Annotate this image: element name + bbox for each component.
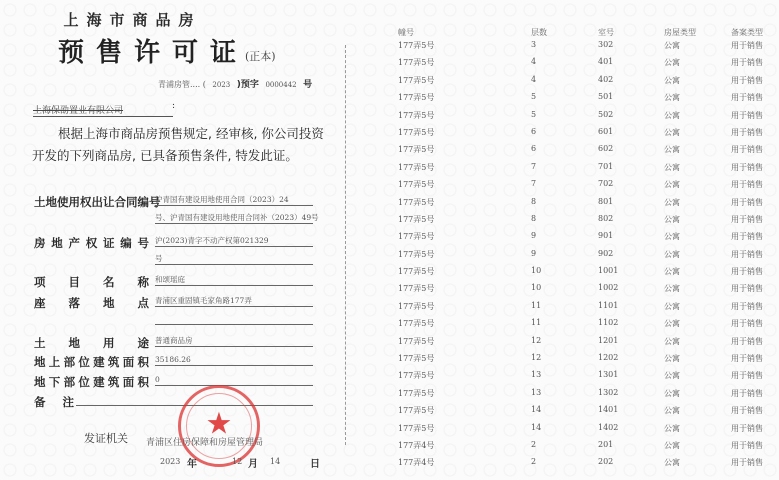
issue-day: 14 [270, 457, 281, 466]
land-use-value: 普通商品房 [155, 335, 313, 347]
cell-room: 1001 [598, 266, 619, 276]
permit-year-open: ( [202, 80, 206, 89]
table-row [398, 266, 768, 283]
cell-floor: 2 [531, 457, 537, 467]
table-row [398, 370, 768, 387]
cell-building: 177弄5号 [398, 388, 435, 398]
cell-house-type: 公寓 [664, 440, 680, 450]
cell-floor: 9 [531, 248, 537, 258]
permit-number [158, 77, 312, 90]
cell-house-type: 公寓 [664, 249, 680, 259]
page-fold-divider [345, 45, 346, 445]
table-row [398, 162, 768, 179]
cell-filing-type: 用于销售 [731, 197, 763, 207]
cell-room: 1402 [598, 422, 619, 432]
cell-filing-type: 用于销售 [731, 406, 763, 416]
year-unit: 年 [187, 459, 197, 470]
cell-room: 1101 [598, 300, 619, 310]
property-cert-value: 沪(2023)青字不动产权第021329 [155, 235, 313, 247]
location-value: 青浦区重固镇毛家角路177弄 [155, 295, 313, 307]
cell-room: 202 [598, 457, 614, 467]
table-row [398, 301, 768, 318]
table-row [398, 283, 768, 300]
cell-house-type: 公寓 [664, 301, 680, 311]
table-row [398, 440, 768, 457]
table-row [398, 144, 768, 161]
cell-floor: 13 [531, 370, 542, 380]
table-row [398, 388, 768, 405]
cell-room: 1302 [598, 387, 619, 397]
table-row [398, 127, 768, 144]
cell-floor: 6 [531, 144, 537, 154]
cell-room: 502 [598, 109, 614, 119]
cell-house-type: 公寓 [664, 41, 680, 50]
issuer-label: 发证机关 [84, 432, 128, 445]
cell-filing-type: 用于销售 [731, 145, 763, 155]
cell-floor: 10 [531, 283, 542, 293]
cell-room: 802 [598, 213, 614, 223]
cell-floor: 13 [531, 387, 542, 397]
table-row [398, 110, 768, 127]
cell-building: 177弄5号 [398, 58, 435, 68]
cell-room: 801 [598, 196, 614, 206]
cell-room: 702 [598, 179, 614, 189]
cell-house-type: 公寓 [664, 406, 680, 416]
cell-filing-type: 用于销售 [731, 214, 763, 224]
cell-building: 177弄5号 [398, 319, 435, 329]
cell-building: 177弄5号 [398, 110, 435, 120]
cell-filing-type: 用于销售 [731, 267, 763, 277]
cell-building: 177弄5号 [398, 197, 435, 207]
cell-house-type: 公寓 [664, 232, 680, 242]
cell-floor: 7 [531, 161, 537, 171]
cell-room: 1301 [598, 370, 619, 380]
cell-house-type: 公寓 [664, 162, 680, 172]
cell-floor: 5 [531, 109, 537, 119]
cell-filing-type: 用于销售 [731, 301, 763, 311]
above-ground-area-label: 地 上 部 位 建 筑 面 积 [34, 355, 149, 369]
land-contract-value-cont: 号、沪青国有建设用地使用合同补（2023）49号 [155, 213, 319, 222]
cell-filing-type: 用于销售 [731, 110, 763, 120]
header-floor: 层数 [531, 28, 547, 37]
cell-house-type: 公寓 [664, 110, 680, 120]
cell-house-type: 公寓 [664, 197, 680, 207]
table-row [398, 75, 768, 92]
cell-building: 177弄5号 [398, 127, 435, 137]
table-row [398, 57, 768, 74]
cell-filing-type: 用于销售 [731, 458, 763, 468]
cell-house-type: 公寓 [664, 58, 680, 68]
table-row [398, 40, 768, 57]
city-title: 上海市商品房 [63, 11, 202, 29]
project-name-value: 和颂瑶庭 [155, 274, 313, 286]
table-row [398, 92, 768, 109]
table-row [398, 179, 768, 196]
cell-house-type: 公寓 [664, 423, 680, 433]
cell-house-type: 公寓 [664, 180, 680, 190]
cell-room: 601 [598, 126, 614, 136]
header-filing-type: 备案类型 [731, 28, 763, 37]
permit-serial: 0000442 [265, 81, 297, 89]
table-row [398, 249, 768, 266]
table-row [398, 197, 768, 214]
cell-floor: 7 [531, 179, 537, 189]
cell-floor: 9 [531, 231, 537, 241]
cell-filing-type: 用于销售 [731, 371, 763, 381]
cell-building: 177弄5号 [398, 406, 435, 416]
project-name-label: 项 目 名 称 [34, 275, 149, 289]
cell-house-type: 公寓 [664, 284, 680, 294]
location-label: 座 落 地 点 [34, 296, 149, 310]
table-row [398, 457, 768, 474]
certificate-page [0, 0, 345, 480]
cell-filing-type: 用于销售 [731, 440, 763, 450]
cell-building: 177弄5号 [398, 214, 435, 224]
cell-filing-type: 用于销售 [731, 354, 763, 364]
cell-building: 177弄5号 [398, 162, 435, 172]
cell-floor: 8 [531, 196, 537, 206]
cell-house-type: 公寓 [664, 127, 680, 137]
cell-filing-type: 用于销售 [731, 284, 763, 294]
below-ground-area-label: 地 下 部 位 建 筑 面 积 [34, 375, 149, 389]
cell-building: 177弄5号 [398, 93, 435, 103]
table-row [398, 318, 768, 335]
unit-table [398, 27, 768, 475]
cell-building: 177弄5号 [398, 354, 435, 364]
cell-building: 177弄4号 [398, 440, 435, 450]
cell-filing-type: 用于销售 [731, 232, 763, 242]
original-copy-label: (正本) [245, 50, 276, 63]
cell-house-type: 公寓 [664, 336, 680, 346]
cell-room: 201 [598, 439, 614, 449]
cell-floor: 14 [531, 422, 542, 432]
cell-floor: 2 [531, 439, 537, 449]
cell-building: 177弄5号 [398, 423, 435, 433]
issue-year: 2023 [160, 457, 181, 466]
cell-building: 177弄5号 [398, 75, 435, 85]
table-row [398, 336, 768, 353]
table-row [398, 405, 768, 422]
cell-filing-type: 用于销售 [731, 58, 763, 68]
issue-month: 12 [232, 457, 243, 466]
land-contract-value: 沪青国有建设用地使用合同（2023）24 [155, 194, 313, 206]
cell-filing-type: 用于销售 [731, 162, 763, 172]
cell-building: 177弄5号 [398, 232, 435, 242]
issuer-name: 青浦区住房保障和房屋管理局 [146, 438, 264, 448]
cell-filing-type: 用于销售 [731, 423, 763, 433]
property-cert-label: 房 地 产 权 证 编 号 [34, 236, 149, 250]
cell-floor: 10 [531, 266, 542, 276]
permit-prefix: 青浦房管.... [158, 80, 201, 89]
remarks-label: 备 注 [34, 395, 74, 409]
table-row [398, 231, 768, 248]
company-name: 上海保劭置业有限公司 [33, 103, 173, 117]
permit-suffix: 号 [303, 80, 313, 90]
cell-room: 902 [598, 248, 614, 258]
header-house-type: 房屋类型 [664, 28, 696, 37]
cell-building: 177弄5号 [398, 371, 435, 381]
cell-floor: 3 [531, 40, 537, 49]
cell-house-type: 公寓 [664, 371, 680, 381]
cell-floor: 12 [531, 335, 542, 345]
cell-house-type: 公寓 [664, 458, 680, 468]
cell-filing-type: 用于销售 [731, 93, 763, 103]
cell-floor: 14 [531, 405, 542, 415]
cell-room: 1401 [598, 405, 619, 415]
main-title: 预售许可证 [58, 38, 249, 68]
permit-year: 2023 [212, 81, 231, 89]
cell-building: 177弄5号 [398, 336, 435, 346]
cell-house-type: 公寓 [664, 388, 680, 398]
cell-filing-type: 用于销售 [731, 319, 763, 329]
cell-building: 177弄5号 [398, 267, 435, 277]
cell-house-type: 公寓 [664, 267, 680, 277]
table-row [398, 353, 768, 370]
seal-star-icon: ★ [205, 406, 233, 442]
cell-filing-type: 用于销售 [731, 75, 763, 85]
table-header [398, 27, 768, 40]
cell-floor: 11 [531, 300, 542, 310]
header-room: 室号 [598, 28, 614, 37]
cell-filing-type: 用于销售 [731, 388, 763, 398]
cell-room: 402 [598, 74, 614, 84]
header-building: 幢号 [398, 28, 414, 37]
cell-filing-type: 用于销售 [731, 249, 763, 259]
cell-house-type: 公寓 [664, 319, 680, 329]
day-unit: 日 [310, 459, 320, 470]
cell-building: 177弄5号 [398, 284, 435, 294]
cell-building: 177弄5号 [398, 301, 435, 311]
cell-building: 177弄4号 [398, 458, 435, 468]
property-cert-value-cont: 号 [155, 253, 313, 265]
cell-room: 1002 [598, 283, 619, 293]
cell-floor: 8 [531, 213, 537, 223]
month-unit: 月 [248, 459, 258, 470]
cell-floor: 5 [531, 92, 537, 102]
cell-filing-type: 用于销售 [731, 180, 763, 190]
cell-floor: 6 [531, 126, 537, 136]
cell-house-type: 公寓 [664, 75, 680, 85]
issue-date [160, 457, 325, 471]
cell-filing-type: 用于销售 [731, 127, 763, 137]
cell-room: 401 [598, 57, 614, 67]
cell-house-type: 公寓 [664, 93, 680, 103]
table-row [398, 214, 768, 231]
cell-room: 1202 [598, 353, 619, 363]
cell-filing-type: 用于销售 [731, 336, 763, 346]
cell-house-type: 公寓 [664, 354, 680, 364]
cell-room: 701 [598, 161, 614, 171]
cell-house-type: 公寓 [664, 214, 680, 224]
cell-floor: 4 [531, 57, 537, 67]
cell-room: 602 [598, 144, 614, 154]
permit-year-close: )预字 [236, 80, 259, 90]
cell-room: 901 [598, 231, 614, 241]
cell-room: 1102 [598, 318, 619, 328]
land-use-label: 土 地 用 途 [34, 336, 149, 350]
above-ground-area-value: 35186.26 [155, 354, 313, 366]
cell-floor: 4 [531, 74, 537, 84]
cell-building: 177弄5号 [398, 41, 435, 50]
cell-floor: 11 [531, 318, 542, 328]
cell-floor: 12 [531, 353, 542, 363]
cell-room: 1201 [598, 335, 619, 345]
cell-filing-type: 用于销售 [731, 41, 763, 50]
cell-room: 501 [598, 92, 614, 102]
cell-room: 302 [598, 40, 614, 49]
cell-building: 177弄5号 [398, 145, 435, 155]
cell-building: 177弄5号 [398, 249, 435, 259]
certificate-statement: 根据上海市商品房预售规定, 经审核, 你公司投资开发的下列商品房, 已具备预售条件, 特发此证。 [32, 126, 324, 163]
cell-house-type: 公寓 [664, 145, 680, 155]
cell-building: 177弄5号 [398, 180, 435, 190]
table-row [398, 423, 768, 440]
land-contract-label: 土地使用权出让合同编号 [34, 195, 161, 209]
company-colon: : [172, 101, 176, 111]
below-ground-area-value: 0 [155, 374, 313, 386]
table-body [398, 40, 768, 475]
location-value-cont [155, 313, 313, 325]
